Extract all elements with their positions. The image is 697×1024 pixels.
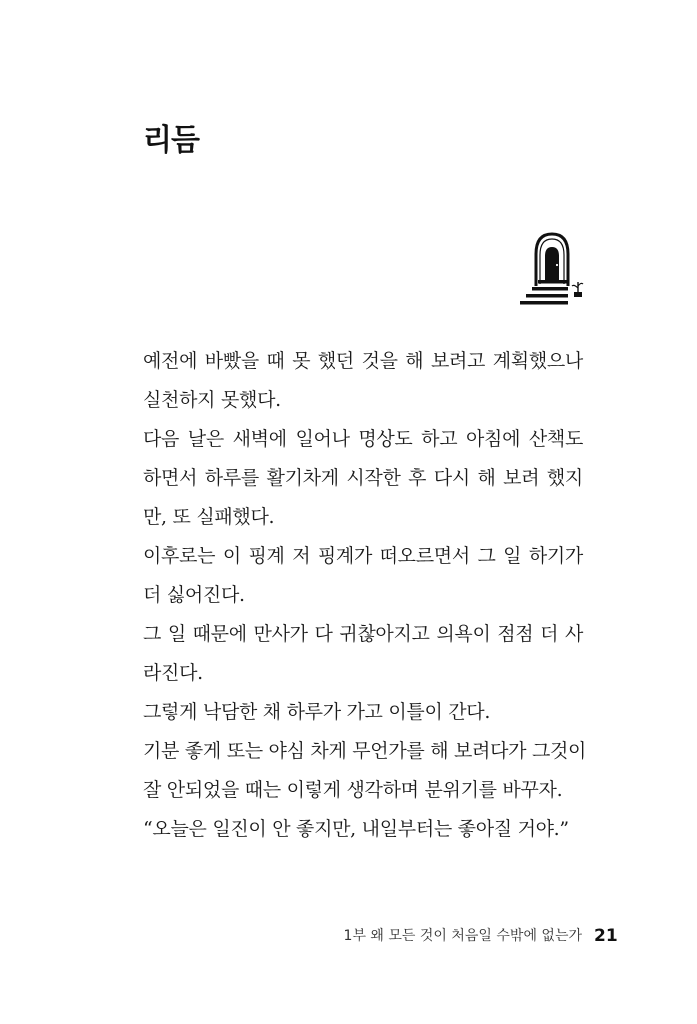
text-line: 더 싫어진다. [143, 584, 245, 606]
section-heading: 리듬 [143, 123, 199, 158]
text-line: 다음 날은 새벽에 일어나 명상도 하고 아침에 산책도 [143, 428, 583, 450]
text-line: 예전에 바빴을 때 못 했던 것을 해 보려고 계획했으나 [143, 350, 583, 372]
text-line: 만, 또 실패했다. [143, 506, 275, 528]
text-line: “오늘은 일진이 안 좋지만, 내일부터는 좋아질 거야.” [143, 818, 569, 840]
text-line: 라진다. [143, 662, 203, 684]
page-number: 21 [594, 926, 618, 946]
text-line: 기분 좋게 또는 야심 차게 무언가를 해 보려다가 그것이 [143, 740, 587, 762]
running-chapter-title: 1부 왜 모든 것이 처음일 수밖에 없는가 [343, 928, 582, 944]
text-line: 잘 안되었을 때는 이렇게 생각하며 분위기를 바꾸자. [143, 779, 563, 801]
text-line: 이후로는 이 핑계 저 핑계가 떠오르면서 그 일 하기가 [143, 545, 583, 567]
door-stairs-icon [516, 230, 588, 310]
text-line: 실천하지 못했다. [143, 389, 281, 411]
text-line: 그 일 때문에 만사가 다 귀찮아지고 의욕이 점점 더 사 [143, 623, 583, 645]
body-text [143, 342, 587, 849]
page-footer [343, 925, 618, 947]
text-line: 하면서 하루를 활기차게 시작한 후 다시 해 보려 했지 [143, 467, 583, 489]
text-line: 그렇게 낙담한 채 하루가 가고 이틀이 간다. [143, 701, 491, 723]
